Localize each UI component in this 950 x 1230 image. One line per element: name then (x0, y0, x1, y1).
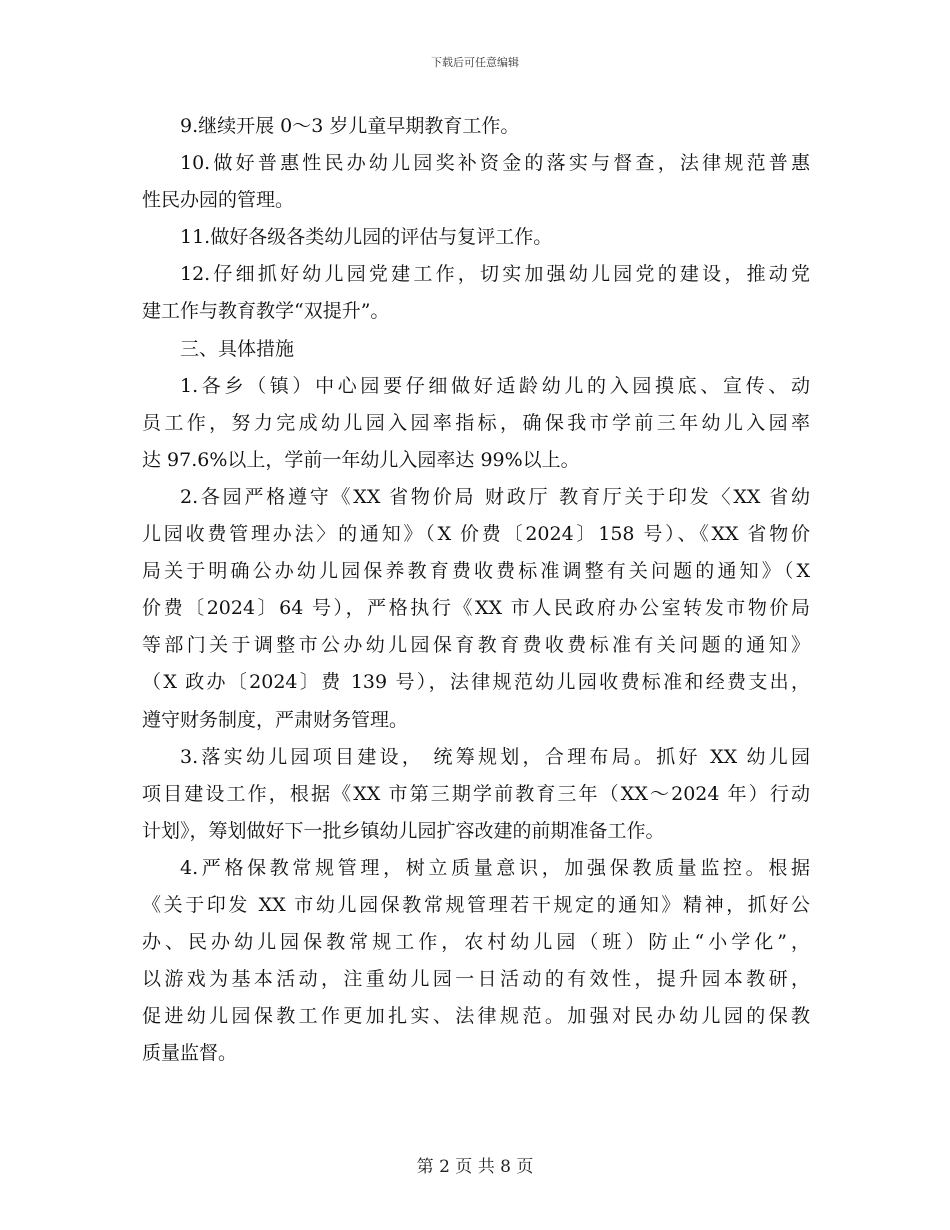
text-line: 以游戏为基本活动，注重幼儿园一日活动的有效性，提升园本教研， (142, 968, 810, 991)
text-line: 性民办园的管理。 (142, 189, 295, 212)
text-line: 质量监督。 (142, 1042, 238, 1065)
text-line: 4.严格保教常规管理，树立质量意识，加强保教质量监控。根据 (180, 856, 810, 879)
text-line: 局关于明确公办幼儿园保养教育费收费标准调整有关问题的通知》（X (142, 560, 810, 583)
text-line: 计划》，筹划做好下一批乡镇幼儿园扩容改建的前期准备工作。 (142, 819, 665, 842)
text-line: 员工作，努力完成幼儿园入园率指标，确保我市学前三年幼儿入园率 (142, 411, 810, 434)
text-line: 办、民办幼儿园保教常规工作，农村幼儿园（班）防止“小学化”， (142, 931, 810, 954)
text-line: 等部门关于调整市公办幼儿园保育教育费收费标准有关问题的通知》 (142, 634, 810, 657)
text-line: 3.落实幼儿园项目建设， 统筹规划，合理布局。抓好 XX 幼儿园 (180, 745, 810, 768)
text-line: 9.继续开展 0～3 岁儿童早期教育工作。 (180, 115, 520, 137)
text-line: 儿园收费管理办法〉的通知》（X 价费〔2024〕158 号）、《XX 省物价 (142, 523, 810, 546)
text-line: 建工作与教育教学“双提升”。 (142, 300, 390, 323)
text-line: （X 政办〔2024〕费 139 号），法律规范幼儿园收费标准和经费支出， (142, 671, 810, 694)
document-body (142, 108, 810, 1072)
text-line: 遵守财务制度，严肃财务管理。 (142, 708, 409, 731)
page-header-note: 下载后可任意编辑 (431, 56, 519, 69)
text-line: 促进幼儿园保教工作更加扎实、法律规范。加强对民办幼儿园的保教 (142, 1005, 810, 1028)
text-line: 价费〔2024〕64 号），严格执行《XX 市人民政府办公室转发市物价局 (142, 597, 810, 620)
text-line: 12.仔细抓好幼儿园党建工作，切实加强幼儿园党的建设，推动党 (180, 263, 810, 286)
text-line: 10.做好普惠性民办幼儿园奖补资金的落实与督查，法律规范普惠 (180, 152, 810, 175)
text-line: 11.做好各级各类幼儿园的评估与复评工作。 (180, 226, 553, 249)
text-line: 项目建设工作，根据《XX 市第三期学前教育三年（XX～2024 年）行动 (142, 782, 810, 805)
page-number: 第 2 页 共 8 页 (416, 1157, 534, 1177)
text-line: 1.各乡（镇）中心园要仔细做好适龄幼儿的入园摸底、宣传、动 (180, 374, 810, 397)
text-line: 2.各园严格遵守《XX 省物价局 财政厅 教育厅关于印发〈XX 省幼 (180, 485, 810, 508)
text-line: 达 97.6%以上，学前一年幼儿入园率达 99%以上。 (142, 448, 580, 471)
section-heading: 三、具体措施 (180, 337, 295, 360)
text-line: 《关于印发 XX 市幼儿园保教常规管理若干规定的通知》精神，抓好公 (142, 893, 810, 916)
